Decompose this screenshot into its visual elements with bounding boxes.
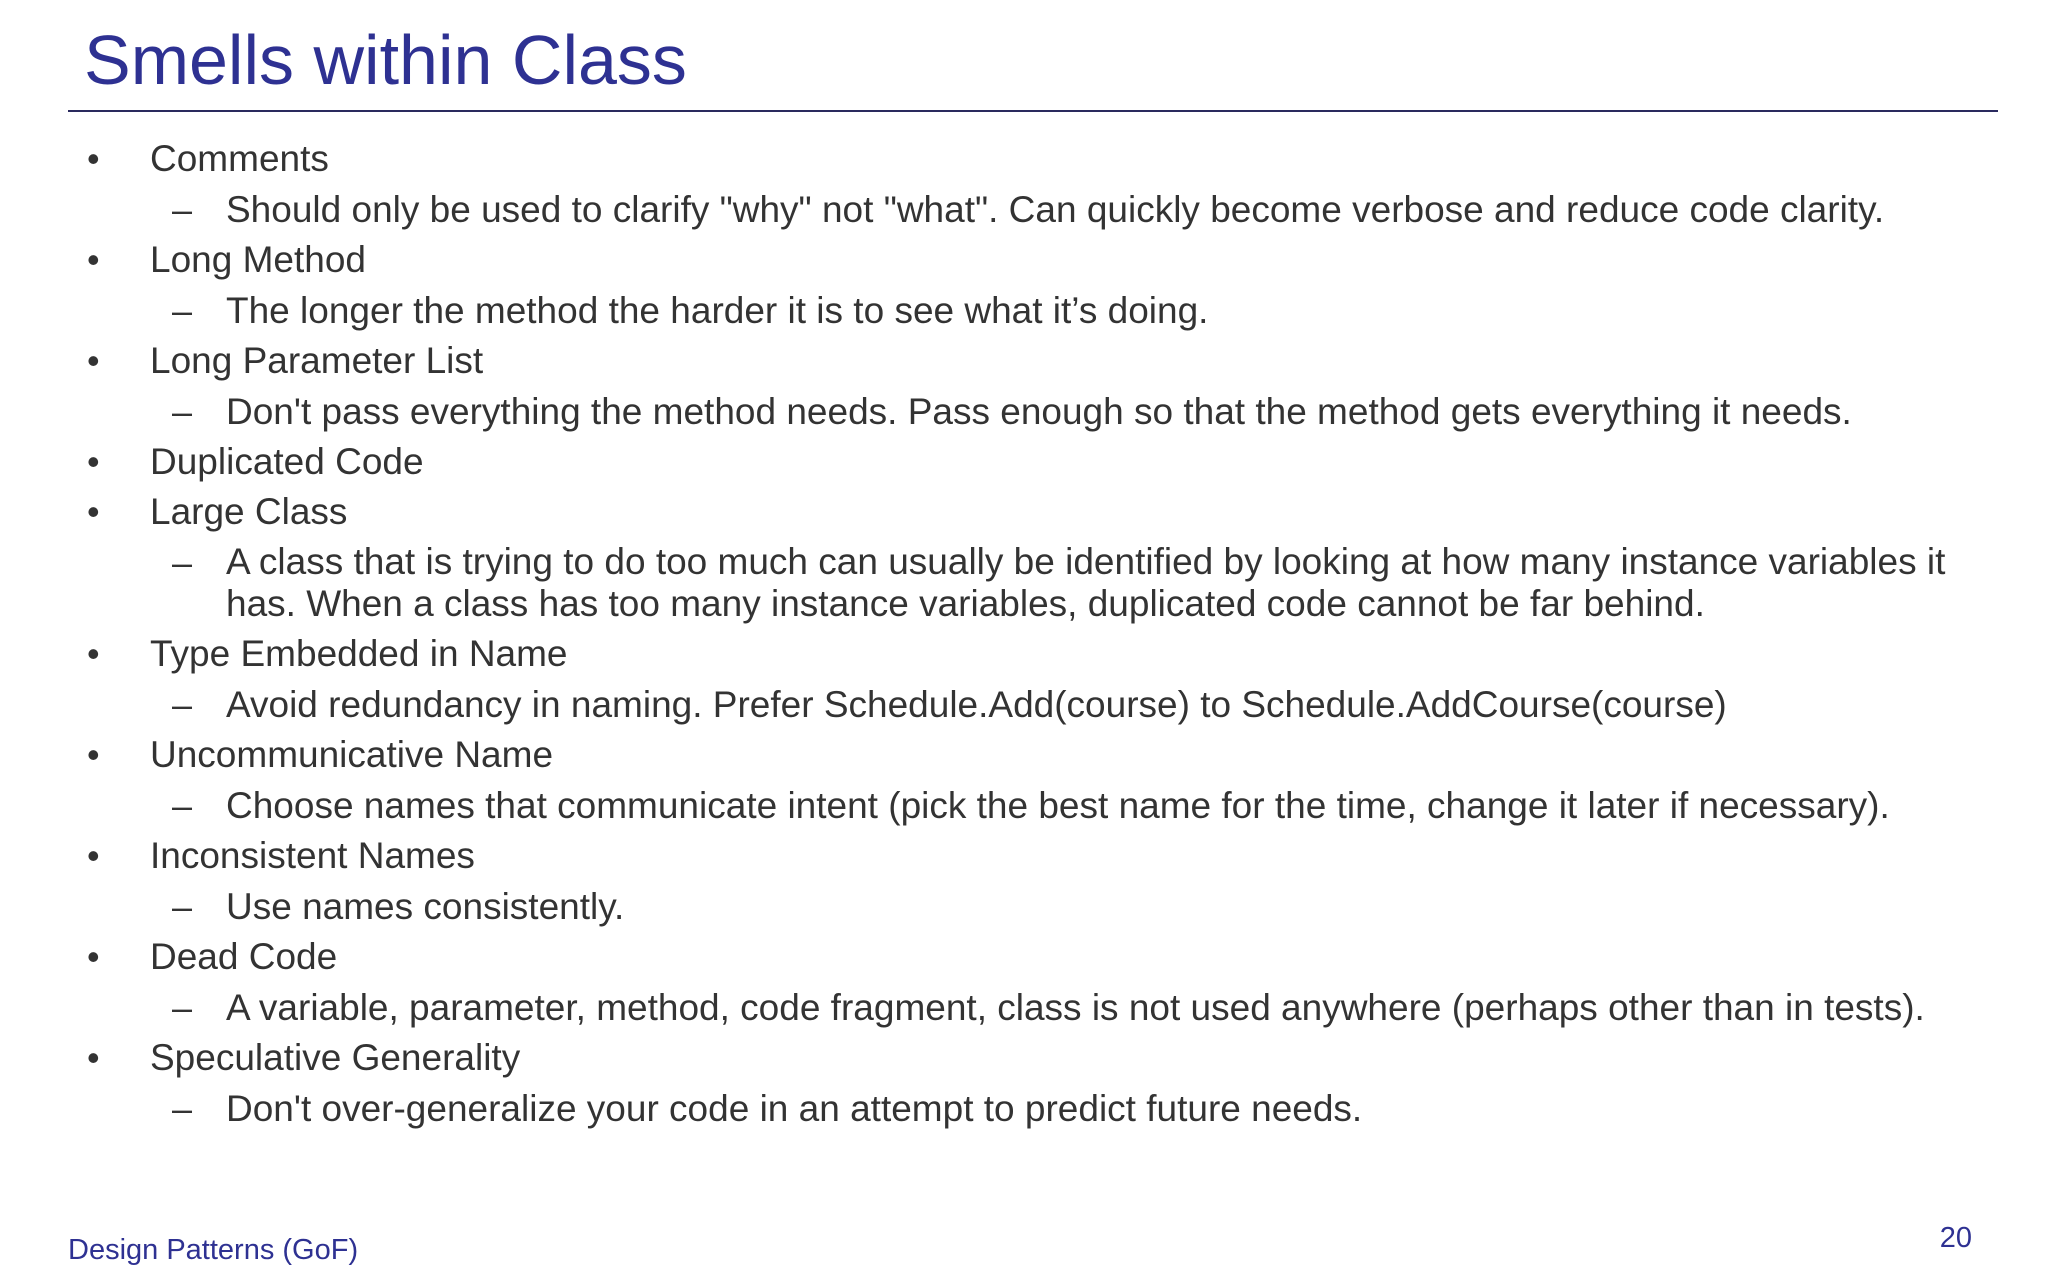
item-detail: A class that is trying to do too much can usually be identified by looking at how many instance variables it has. When a class has too many instance variables, duplicated code cannot be far behind. <box>226 541 1946 624</box>
slide-title: Smells within Class <box>84 21 687 99</box>
item-label: Uncommunicative Name <box>150 734 554 775</box>
item-detail: Don't over-generalize your code in an attempt to predict future needs. <box>226 1088 1363 1129</box>
item-detail: The longer the method the harder it is to see what it’s doing. <box>226 290 1209 331</box>
item-detail: Choose names that communicate intent (pick the best name for the time, change it later if necessary). <box>226 785 1890 826</box>
bullet-icon: • <box>87 138 100 179</box>
list-item-comments <box>0 134 2048 235</box>
item-detail: Don't pass everything the method needs. Pass enough so that the method gets everything it needs. <box>226 391 1852 432</box>
bullet-icon: • <box>87 1037 100 1078</box>
item-detail: Avoid redundancy in naming. Prefer Schedule.Add(course) to Schedule.AddCourse(course) <box>226 684 1727 725</box>
item-label: Type Embedded in Name <box>150 633 568 674</box>
item-label: Duplicated Code <box>150 441 424 482</box>
item-detail: A variable, parameter, method, code fragment, class is not used anywhere (perhaps other than in tests). <box>226 987 1925 1028</box>
bullet-icon: • <box>87 835 100 876</box>
item-label: Comments <box>150 138 329 179</box>
dash-icon: – <box>172 684 193 725</box>
item-label: Long Parameter List <box>150 340 484 381</box>
bullet-icon: • <box>87 936 100 977</box>
list-item-dead-code <box>0 932 2048 1033</box>
list-item-type-embedded-in-name <box>0 629 2048 730</box>
bullet-icon: • <box>87 633 100 674</box>
list-item-speculative-generality <box>0 1033 2048 1134</box>
bullet-icon: • <box>87 441 100 482</box>
item-detail: Use names consistently. <box>226 886 625 927</box>
page-number: 20 <box>1939 1222 1972 1254</box>
bullet-icon: • <box>87 239 100 280</box>
dash-icon: – <box>172 542 193 583</box>
list-item-long-parameter-list <box>0 336 2048 437</box>
dash-icon: – <box>172 1088 193 1129</box>
list-item-inconsistent-names <box>0 831 2048 932</box>
footer-course-title: Design Patterns (GoF) <box>68 1234 359 1266</box>
dash-icon: – <box>172 391 193 432</box>
dash-icon: – <box>172 987 193 1028</box>
item-label: Speculative Generality <box>150 1037 521 1078</box>
bullet-icon: • <box>87 340 100 381</box>
dash-icon: – <box>172 886 193 927</box>
list-item-duplicated-code <box>0 437 2048 487</box>
item-detail: Should only be used to clarify "why" not "what". Can quickly become verbose and reduce code clarity. <box>226 189 1885 230</box>
dash-icon: – <box>172 785 193 826</box>
title-divider <box>68 110 1998 112</box>
item-label: Inconsistent Names <box>150 835 475 876</box>
list-item-large-class <box>0 487 2048 629</box>
bullet-list <box>0 134 2048 1134</box>
bullet-icon: • <box>87 734 100 775</box>
list-item-long-method <box>0 235 2048 336</box>
item-label: Dead Code <box>150 936 338 977</box>
item-label: Long Method <box>150 239 367 280</box>
dash-icon: – <box>172 290 193 331</box>
bullet-icon: • <box>87 491 100 532</box>
dash-icon: – <box>172 189 193 230</box>
item-label: Large Class <box>150 491 348 532</box>
list-item-uncommunicative-name <box>0 730 2048 831</box>
